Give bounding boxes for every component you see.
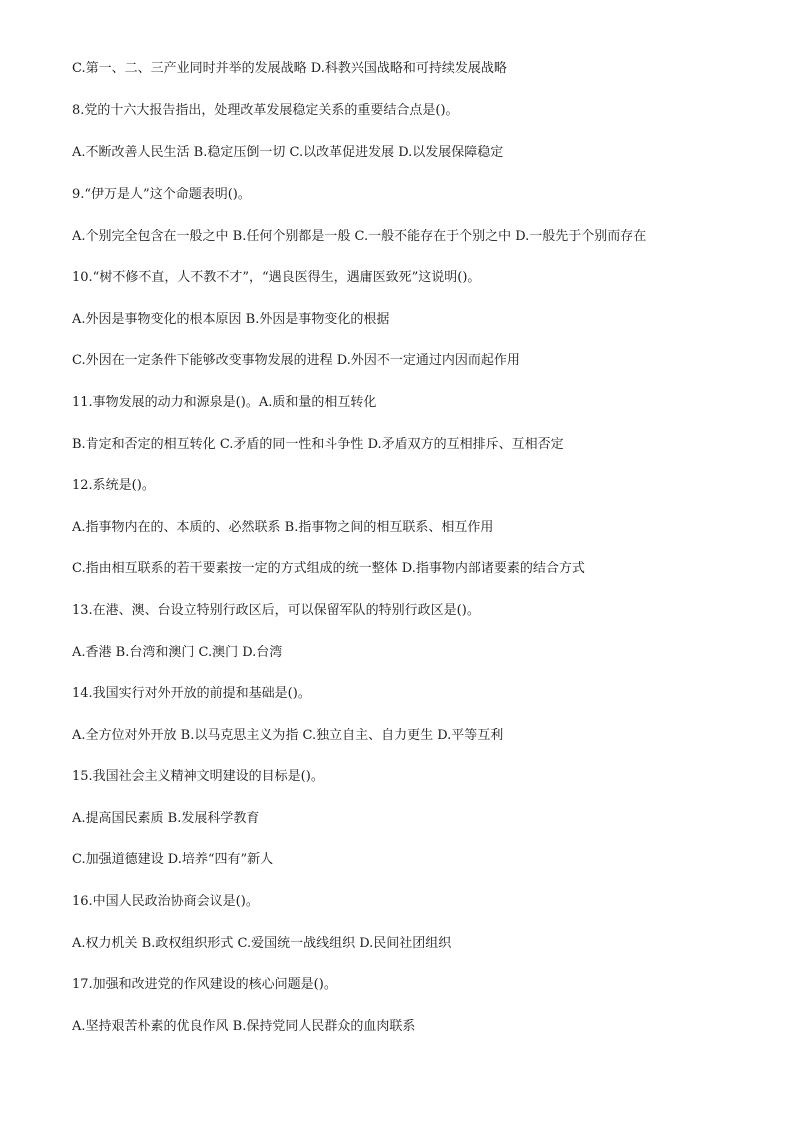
- answer-options-line: C.外因在一定条件下能够改变事物发展的进程 D.外因不一定通过内因而起作用: [72, 353, 520, 368]
- answer-options-line: C.第一、二、三产业同时并举的发展战略 D.科教兴国战略和可持续发展战略: [72, 61, 507, 76]
- question-line: 10.“树不修不直，人不教不才”，“遇良医得生，遇庸医致死”这说明()。: [72, 270, 481, 285]
- answer-options-line: C.加强道德建设 D.培养“四有”新人: [72, 852, 274, 867]
- question-line: 14.我国实行对外开放的前提和基础是()。: [72, 686, 311, 701]
- question-line: 12.系统是()。: [72, 478, 155, 493]
- answer-options-line: A.权力机关 B.政权组织形式 C.爱国统一战线组织 D.民间社团组织: [72, 936, 452, 951]
- answer-options-line: A.不断改善人民生活 B.稳定压倒一切 C.以改革促进发展 D.以发展保障稳定: [72, 145, 504, 160]
- answer-options-line: B.肯定和否定的相互转化 C.矛盾的同一性和斗争性 D.矛盾双方的互相排斥、互相否定: [72, 437, 564, 452]
- question-line: 17.加强和改进党的作风建设的核心问题是()。: [72, 977, 337, 992]
- answer-options-line: A.外因是事物变化的根本原因 B.外因是事物变化的根据: [72, 312, 390, 327]
- question-line: 13.在港、澳、台设立特别行政区后，可以保留军队的特别行政区是()。: [72, 603, 480, 618]
- question-line: 15.我国社会主义精神文明建设的目标是()。: [72, 769, 324, 784]
- answer-options-line: C.指由相互联系的若干要素按一定的方式组成的统一整体 D.指事物内部诸要素的结合方式: [72, 561, 585, 576]
- question-line: 9.“伊万是人”这个命题表明()。: [72, 187, 251, 202]
- answer-options-line: A.个别完全包含在一般之中 B.任何个别都是一般 C.一般不能存在于个别之中 D.一般先于个别而存在: [72, 229, 647, 244]
- answer-options-line: A.全方位对外开放 B.以马克思主义为指 C.独立自主、自力更生 D.平等互利: [72, 728, 504, 743]
- answer-options-line: A.香港 B.台湾和澳门 C.澳门 D.台湾: [72, 645, 283, 660]
- answer-options-line: A.提高国民素质 B.发展科学教育: [72, 811, 260, 826]
- answer-options-line: A.指事物内在的、本质的、必然联系 B.指事物之间的相互联系、相互作用: [72, 520, 494, 535]
- question-line: 16.中国人民政治协商会议是()。: [72, 894, 259, 909]
- answer-options-line: A.坚持艰苦朴素的优良作风 B.保持党同人民群众的血肉联系: [72, 1019, 416, 1034]
- question-line: 8.党的十六大报告指出，处理改革发展稳定关系的重要结合点是()。: [72, 103, 459, 118]
- question-line: 11.事物发展的动力和源泉是()。A.质和量的相互转化: [72, 395, 377, 410]
